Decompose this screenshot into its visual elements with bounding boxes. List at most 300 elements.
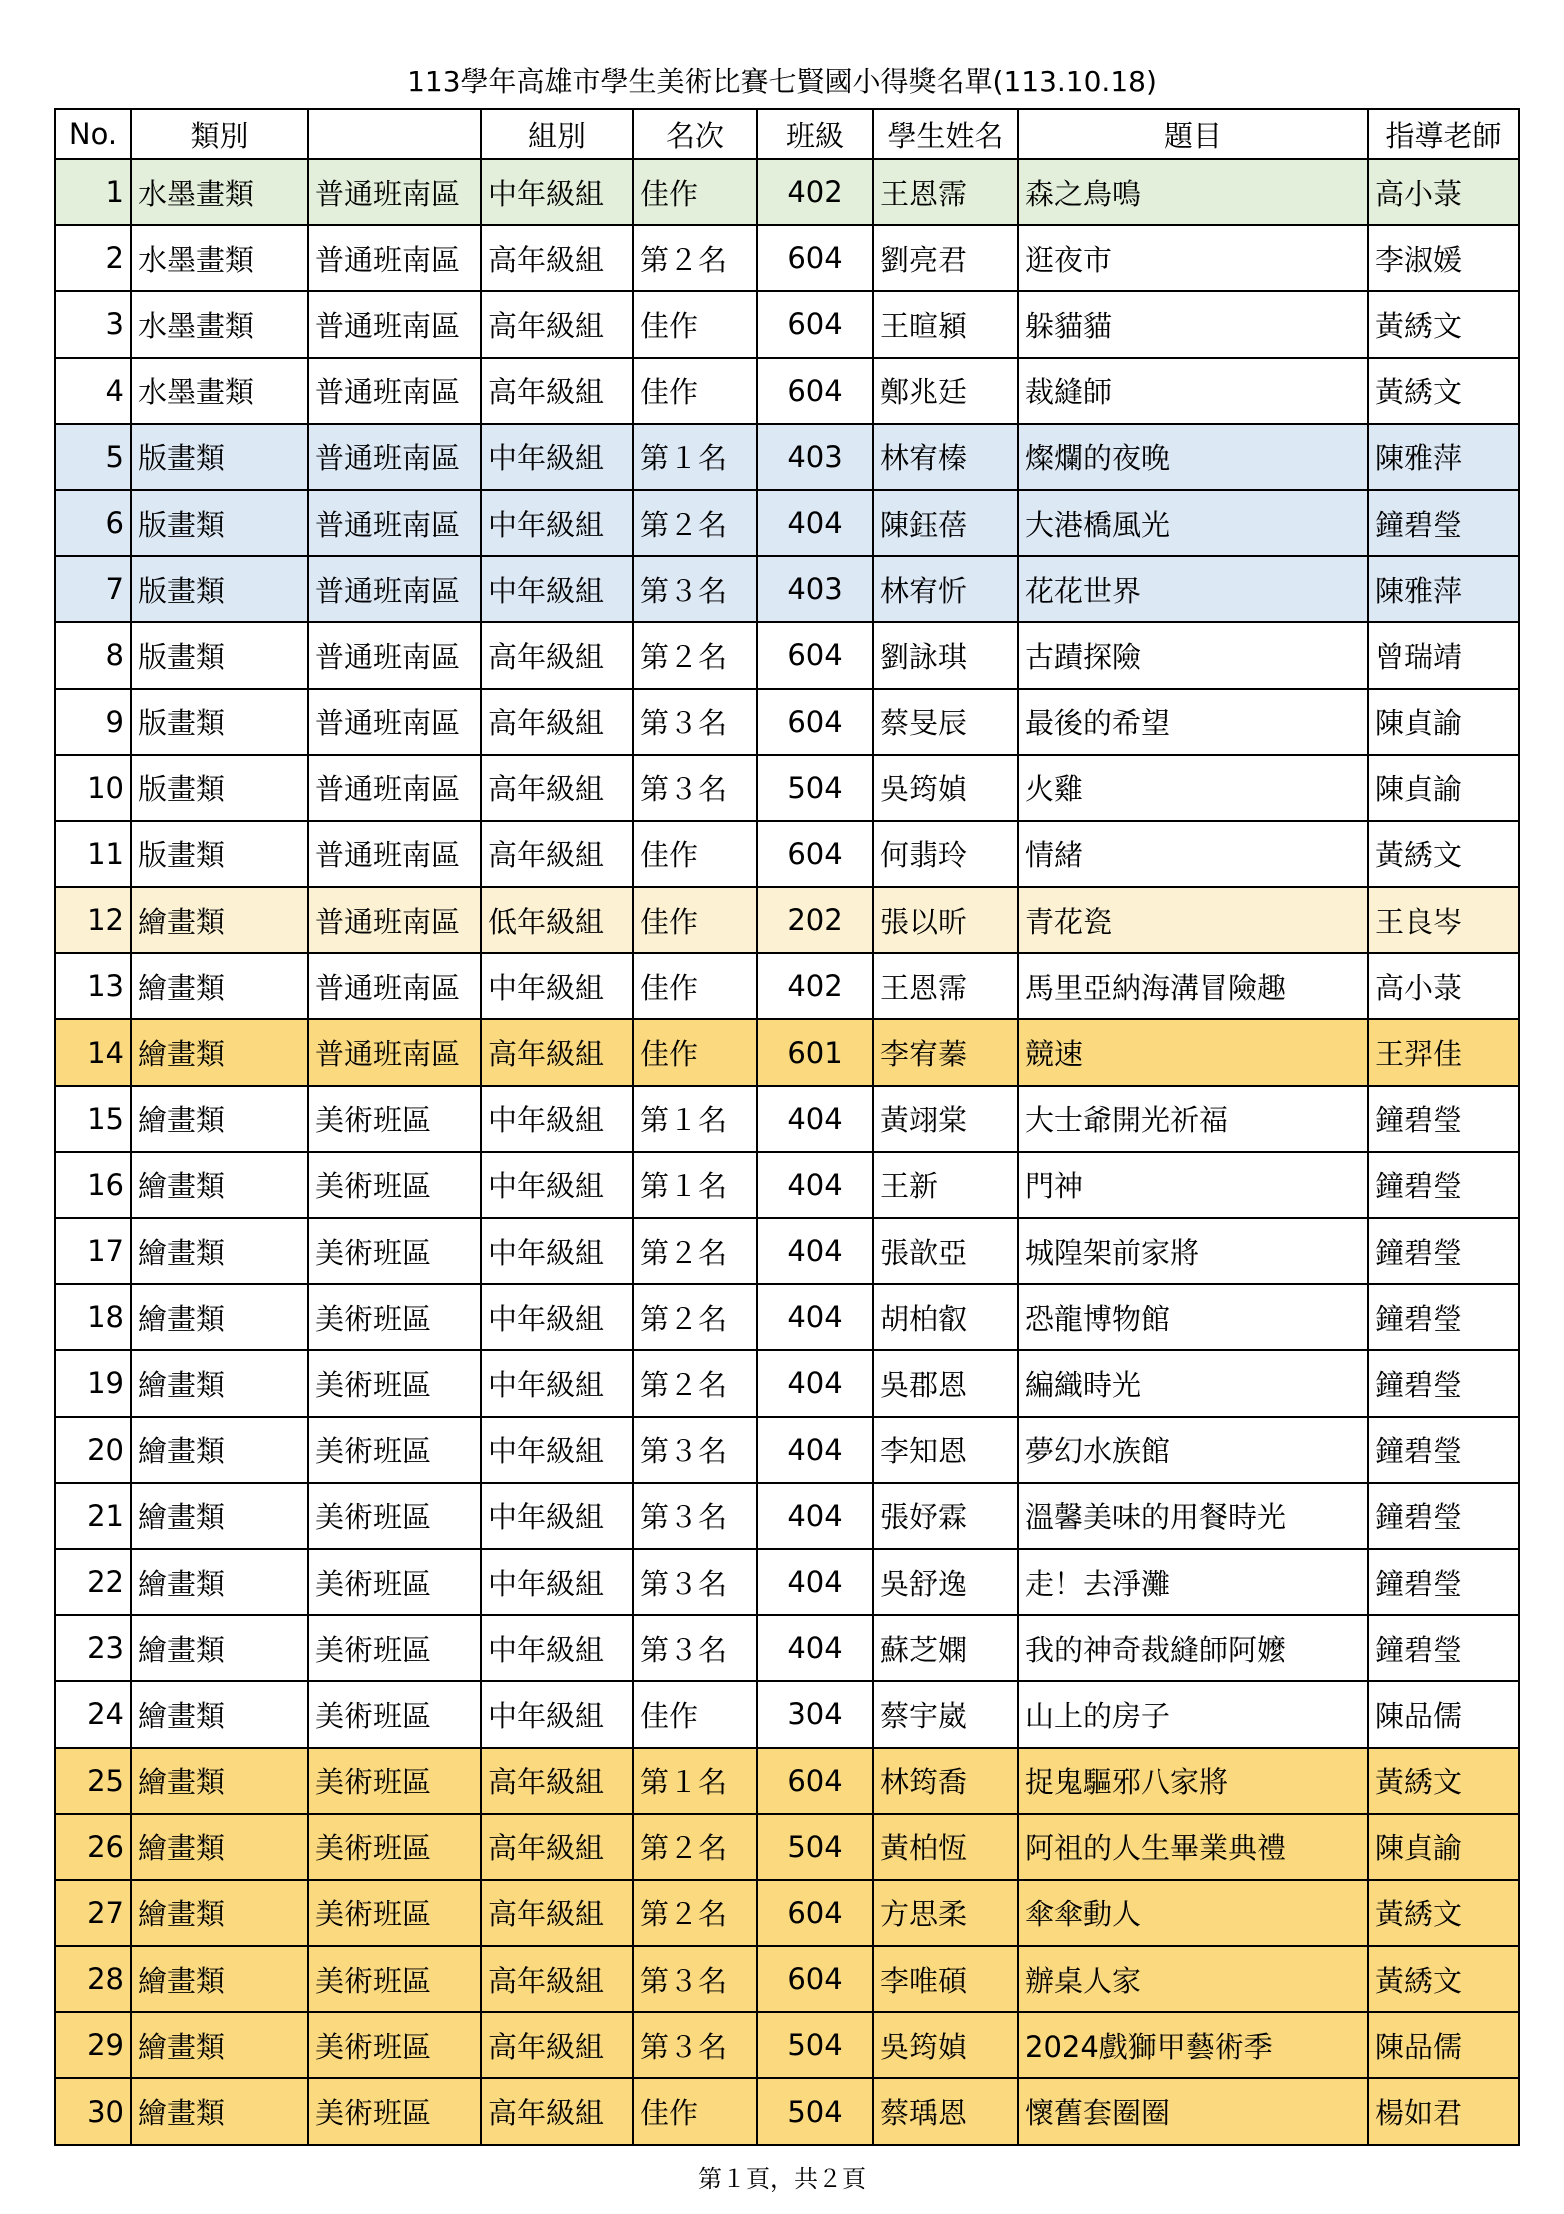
page-title: 113學年高雄市學生美術比賽七賢國小得獎名單(113.10.18) bbox=[407, 65, 1157, 98]
cell-teacher: 黃綉文 bbox=[1368, 821, 1519, 887]
table-row bbox=[55, 159, 1519, 225]
cell-student: 蔡旻辰 bbox=[873, 689, 1018, 755]
cell-group: 高年級組 bbox=[481, 1814, 633, 1880]
cell-category: 水墨畫類 bbox=[131, 225, 308, 291]
cell-student: 胡柏叡 bbox=[873, 1284, 1018, 1350]
cell-student: 方思柔 bbox=[873, 1880, 1018, 1946]
cell-division: 美術班區 bbox=[308, 1814, 481, 1880]
table-row bbox=[55, 1946, 1519, 2012]
cell-rank: 佳作 bbox=[633, 821, 757, 887]
cell-no: 6 bbox=[55, 490, 131, 556]
cell-category: 繪畫類 bbox=[131, 953, 308, 1019]
cell-topic: 情緒 bbox=[1018, 821, 1368, 887]
header-student: 學生姓名 bbox=[873, 109, 1018, 159]
cell-no: 11 bbox=[55, 821, 131, 887]
cell-class: 404 bbox=[757, 490, 873, 556]
cell-student: 林筠喬 bbox=[873, 1748, 1018, 1814]
cell-class: 604 bbox=[757, 821, 873, 887]
cell-category: 繪畫類 bbox=[131, 1681, 308, 1747]
cell-group: 中年級組 bbox=[481, 159, 633, 225]
cell-teacher: 鐘碧瑩 bbox=[1368, 1218, 1519, 1284]
cell-no: 4 bbox=[55, 358, 131, 424]
table-row bbox=[55, 1681, 1519, 1747]
cell-category: 繪畫類 bbox=[131, 1218, 308, 1284]
cell-student: 李唯碩 bbox=[873, 1946, 1018, 2012]
cell-no: 21 bbox=[55, 1483, 131, 1549]
cell-category: 繪畫類 bbox=[131, 2012, 308, 2078]
cell-class: 404 bbox=[757, 1086, 873, 1152]
cell-group: 中年級組 bbox=[481, 424, 633, 490]
cell-topic: 阿祖的人生畢業典禮 bbox=[1018, 1814, 1368, 1880]
cell-student: 陳鈺蓓 bbox=[873, 490, 1018, 556]
table-row bbox=[55, 622, 1519, 688]
cell-topic: 傘傘動人 bbox=[1018, 1880, 1368, 1946]
cell-rank: 第２名 bbox=[633, 1880, 757, 1946]
cell-group: 中年級組 bbox=[481, 1218, 633, 1284]
cell-no: 26 bbox=[55, 1814, 131, 1880]
cell-teacher: 鐘碧瑩 bbox=[1368, 1284, 1519, 1350]
cell-division: 普通班南區 bbox=[308, 424, 481, 490]
cell-rank: 第１名 bbox=[633, 1748, 757, 1814]
cell-rank: 佳作 bbox=[633, 358, 757, 424]
header-no: No. bbox=[55, 109, 131, 159]
cell-student: 王恩霈 bbox=[873, 159, 1018, 225]
cell-no: 5 bbox=[55, 424, 131, 490]
cell-teacher: 陳貞諭 bbox=[1368, 689, 1519, 755]
cell-division: 普通班南區 bbox=[308, 358, 481, 424]
cell-student: 蔡宇崴 bbox=[873, 1681, 1018, 1747]
cell-rank: 第３名 bbox=[633, 1946, 757, 2012]
cell-teacher: 王羿佳 bbox=[1368, 1019, 1519, 1085]
cell-division: 普通班南區 bbox=[308, 556, 481, 622]
cell-topic: 森之鳥鳴 bbox=[1018, 159, 1368, 225]
cell-division: 普通班南區 bbox=[308, 953, 481, 1019]
cell-group: 高年級組 bbox=[481, 225, 633, 291]
cell-teacher: 鐘碧瑩 bbox=[1368, 1152, 1519, 1218]
cell-category: 繪畫類 bbox=[131, 1748, 308, 1814]
cell-category: 版畫類 bbox=[131, 490, 308, 556]
cell-teacher: 鐘碧瑩 bbox=[1368, 1549, 1519, 1615]
cell-student: 黃柏恆 bbox=[873, 1814, 1018, 1880]
cell-topic: 逛夜市 bbox=[1018, 225, 1368, 291]
cell-category: 水墨畫類 bbox=[131, 159, 308, 225]
cell-category: 繪畫類 bbox=[131, 1814, 308, 1880]
cell-no: 24 bbox=[55, 1681, 131, 1747]
cell-student: 吳筠媜 bbox=[873, 755, 1018, 821]
table-row bbox=[55, 1615, 1519, 1681]
cell-topic: 花花世界 bbox=[1018, 556, 1368, 622]
cell-division: 美術班區 bbox=[308, 1880, 481, 1946]
cell-rank: 佳作 bbox=[633, 887, 757, 953]
cell-no: 17 bbox=[55, 1218, 131, 1284]
table-row bbox=[55, 1483, 1519, 1549]
cell-teacher: 高小菉 bbox=[1368, 159, 1519, 225]
cell-topic: 大港橋風光 bbox=[1018, 490, 1368, 556]
cell-no: 28 bbox=[55, 1946, 131, 2012]
table-row bbox=[55, 358, 1519, 424]
table-row bbox=[55, 2012, 1519, 2078]
cell-class: 402 bbox=[757, 953, 873, 1019]
cell-student: 王新 bbox=[873, 1152, 1018, 1218]
cell-class: 604 bbox=[757, 225, 873, 291]
cell-rank: 第３名 bbox=[633, 689, 757, 755]
cell-rank: 第３名 bbox=[633, 2012, 757, 2078]
cell-group: 中年級組 bbox=[481, 1284, 633, 1350]
cell-class: 604 bbox=[757, 1748, 873, 1814]
cell-topic: 懷舊套圈圈 bbox=[1018, 2078, 1368, 2144]
cell-teacher: 陳雅萍 bbox=[1368, 424, 1519, 490]
cell-student: 蘇芝嫻 bbox=[873, 1615, 1018, 1681]
cell-class: 504 bbox=[757, 1814, 873, 1880]
table-row bbox=[55, 1748, 1519, 1814]
cell-student: 蔡瑀恩 bbox=[873, 2078, 1018, 2144]
cell-topic: 我的神奇裁縫師阿嬤 bbox=[1018, 1615, 1368, 1681]
cell-rank: 第１名 bbox=[633, 1086, 757, 1152]
table-row bbox=[55, 689, 1519, 755]
cell-topic: 走！去淨灘 bbox=[1018, 1549, 1368, 1615]
cell-rank: 第２名 bbox=[633, 1218, 757, 1284]
cell-rank: 第３名 bbox=[633, 556, 757, 622]
cell-group: 中年級組 bbox=[481, 1681, 633, 1747]
cell-class: 404 bbox=[757, 1483, 873, 1549]
cell-category: 繪畫類 bbox=[131, 1417, 308, 1483]
table-row bbox=[55, 1152, 1519, 1218]
cell-class: 604 bbox=[757, 291, 873, 357]
table-body bbox=[55, 159, 1519, 2145]
cell-group: 中年級組 bbox=[481, 1152, 633, 1218]
cell-student: 張以昕 bbox=[873, 887, 1018, 953]
table-row bbox=[55, 1086, 1519, 1152]
cell-category: 繪畫類 bbox=[131, 1880, 308, 1946]
cell-division: 美術班區 bbox=[308, 1549, 481, 1615]
cell-group: 高年級組 bbox=[481, 1946, 633, 2012]
cell-no: 7 bbox=[55, 556, 131, 622]
cell-group: 高年級組 bbox=[481, 291, 633, 357]
cell-teacher: 楊如君 bbox=[1368, 2078, 1519, 2144]
cell-group: 中年級組 bbox=[481, 1483, 633, 1549]
table-row bbox=[55, 556, 1519, 622]
cell-no: 10 bbox=[55, 755, 131, 821]
cell-group: 高年級組 bbox=[481, 622, 633, 688]
cell-topic: 恐龍博物館 bbox=[1018, 1284, 1368, 1350]
cell-class: 404 bbox=[757, 1284, 873, 1350]
cell-category: 繪畫類 bbox=[131, 1086, 308, 1152]
cell-no: 9 bbox=[55, 689, 131, 755]
cell-rank: 第２名 bbox=[633, 490, 757, 556]
page-footer: 第１頁，共２頁 bbox=[698, 2165, 866, 2193]
cell-rank: 第３名 bbox=[633, 755, 757, 821]
cell-no: 19 bbox=[55, 1350, 131, 1416]
cell-rank: 佳作 bbox=[633, 2078, 757, 2144]
cell-student: 吳郡恩 bbox=[873, 1350, 1018, 1416]
cell-no: 29 bbox=[55, 2012, 131, 2078]
cell-teacher: 鐘碧瑩 bbox=[1368, 1086, 1519, 1152]
cell-group: 中年級組 bbox=[481, 556, 633, 622]
cell-no: 27 bbox=[55, 1880, 131, 1946]
cell-category: 版畫類 bbox=[131, 424, 308, 490]
cell-student: 何翡玲 bbox=[873, 821, 1018, 887]
cell-class: 604 bbox=[757, 1946, 873, 2012]
cell-class: 403 bbox=[757, 424, 873, 490]
table-row bbox=[55, 424, 1519, 490]
cell-division: 普通班南區 bbox=[308, 755, 481, 821]
cell-division: 美術班區 bbox=[308, 1284, 481, 1350]
cell-group: 低年級組 bbox=[481, 887, 633, 953]
cell-teacher: 鐘碧瑩 bbox=[1368, 1350, 1519, 1416]
cell-class: 202 bbox=[757, 887, 873, 953]
cell-division: 普通班南區 bbox=[308, 821, 481, 887]
cell-teacher: 鐘碧瑩 bbox=[1368, 490, 1519, 556]
cell-rank: 第２名 bbox=[633, 1350, 757, 1416]
cell-rank: 第３名 bbox=[633, 1615, 757, 1681]
cell-class: 604 bbox=[757, 622, 873, 688]
cell-no: 13 bbox=[55, 953, 131, 1019]
header-topic: 題目 bbox=[1018, 109, 1368, 159]
cell-student: 黃翊棠 bbox=[873, 1086, 1018, 1152]
cell-teacher: 陳品儒 bbox=[1368, 2012, 1519, 2078]
cell-category: 水墨畫類 bbox=[131, 358, 308, 424]
table-row bbox=[55, 1814, 1519, 1880]
cell-category: 版畫類 bbox=[131, 821, 308, 887]
cell-rank: 第３名 bbox=[633, 1549, 757, 1615]
cell-group: 中年級組 bbox=[481, 953, 633, 1019]
cell-no: 22 bbox=[55, 1549, 131, 1615]
cell-student: 林宥忻 bbox=[873, 556, 1018, 622]
cell-group: 中年級組 bbox=[481, 490, 633, 556]
cell-group: 高年級組 bbox=[481, 358, 633, 424]
cell-class: 404 bbox=[757, 1417, 873, 1483]
table-row bbox=[55, 1880, 1519, 1946]
cell-division: 普通班南區 bbox=[308, 291, 481, 357]
cell-student: 李知恩 bbox=[873, 1417, 1018, 1483]
table-row bbox=[55, 1350, 1519, 1416]
cell-group: 中年級組 bbox=[481, 1615, 633, 1681]
cell-group: 高年級組 bbox=[481, 2012, 633, 2078]
cell-rank: 第１名 bbox=[633, 1152, 757, 1218]
cell-division: 美術班區 bbox=[308, 1417, 481, 1483]
cell-no: 15 bbox=[55, 1086, 131, 1152]
cell-division: 美術班區 bbox=[308, 1152, 481, 1218]
cell-class: 504 bbox=[757, 2078, 873, 2144]
cell-no: 14 bbox=[55, 1019, 131, 1085]
cell-no: 1 bbox=[55, 159, 131, 225]
cell-division: 美術班區 bbox=[308, 2012, 481, 2078]
table-row bbox=[55, 755, 1519, 821]
cell-group: 高年級組 bbox=[481, 1019, 633, 1085]
cell-class: 404 bbox=[757, 1615, 873, 1681]
cell-class: 504 bbox=[757, 2012, 873, 2078]
table-row bbox=[55, 1019, 1519, 1085]
cell-group: 高年級組 bbox=[481, 1748, 633, 1814]
cell-division: 普通班南區 bbox=[308, 490, 481, 556]
cell-student: 劉亮君 bbox=[873, 225, 1018, 291]
cell-rank: 第３名 bbox=[633, 1417, 757, 1483]
cell-no: 16 bbox=[55, 1152, 131, 1218]
cell-category: 版畫類 bbox=[131, 622, 308, 688]
cell-teacher: 鐘碧瑩 bbox=[1368, 1483, 1519, 1549]
cell-group: 高年級組 bbox=[481, 689, 633, 755]
cell-division: 美術班區 bbox=[308, 1350, 481, 1416]
cell-topic: 辦桌人家 bbox=[1018, 1946, 1368, 2012]
cell-teacher: 高小菉 bbox=[1368, 953, 1519, 1019]
cell-division: 普通班南區 bbox=[308, 887, 481, 953]
cell-teacher: 黃綉文 bbox=[1368, 358, 1519, 424]
cell-class: 601 bbox=[757, 1019, 873, 1085]
cell-category: 版畫類 bbox=[131, 556, 308, 622]
cell-class: 402 bbox=[757, 159, 873, 225]
table-row bbox=[55, 1284, 1519, 1350]
cell-rank: 第２名 bbox=[633, 622, 757, 688]
cell-teacher: 曾瑞靖 bbox=[1368, 622, 1519, 688]
cell-student: 王暄潁 bbox=[873, 291, 1018, 357]
cell-division: 普通班南區 bbox=[308, 1019, 481, 1085]
header-class: 班級 bbox=[757, 109, 873, 159]
cell-topic: 古蹟探險 bbox=[1018, 622, 1368, 688]
cell-category: 繪畫類 bbox=[131, 1615, 308, 1681]
cell-division: 美術班區 bbox=[308, 2078, 481, 2144]
cell-no: 18 bbox=[55, 1284, 131, 1350]
cell-division: 美術班區 bbox=[308, 1681, 481, 1747]
cell-teacher: 陳貞諭 bbox=[1368, 1814, 1519, 1880]
cell-rank: 第２名 bbox=[633, 1814, 757, 1880]
table-row bbox=[55, 225, 1519, 291]
cell-class: 604 bbox=[757, 689, 873, 755]
cell-division: 普通班南區 bbox=[308, 159, 481, 225]
cell-division: 美術班區 bbox=[308, 1483, 481, 1549]
cell-division: 美術班區 bbox=[308, 1086, 481, 1152]
cell-rank: 佳作 bbox=[633, 1019, 757, 1085]
cell-topic: 溫馨美味的用餐時光 bbox=[1018, 1483, 1368, 1549]
cell-topic: 編織時光 bbox=[1018, 1350, 1368, 1416]
cell-no: 3 bbox=[55, 291, 131, 357]
cell-category: 繪畫類 bbox=[131, 1350, 308, 1416]
cell-topic: 門神 bbox=[1018, 1152, 1368, 1218]
cell-topic: 捉鬼驅邪八家將 bbox=[1018, 1748, 1368, 1814]
cell-category: 繪畫類 bbox=[131, 2078, 308, 2144]
cell-class: 504 bbox=[757, 755, 873, 821]
cell-category: 繪畫類 bbox=[131, 1946, 308, 2012]
cell-class: 404 bbox=[757, 1549, 873, 1615]
header-rank: 名次 bbox=[633, 109, 757, 159]
cell-rank: 第２名 bbox=[633, 225, 757, 291]
cell-student: 張歆亞 bbox=[873, 1218, 1018, 1284]
cell-category: 水墨畫類 bbox=[131, 291, 308, 357]
cell-category: 版畫類 bbox=[131, 689, 308, 755]
cell-student: 王恩霈 bbox=[873, 953, 1018, 1019]
cell-student: 李宥蓁 bbox=[873, 1019, 1018, 1085]
cell-rank: 佳作 bbox=[633, 159, 757, 225]
header-row bbox=[55, 109, 1519, 159]
cell-no: 2 bbox=[55, 225, 131, 291]
cell-category: 版畫類 bbox=[131, 755, 308, 821]
cell-rank: 第３名 bbox=[633, 1483, 757, 1549]
cell-topic: 山上的房子 bbox=[1018, 1681, 1368, 1747]
cell-topic: 2024戲獅甲藝術季 bbox=[1018, 2012, 1368, 2078]
cell-group: 中年級組 bbox=[481, 1549, 633, 1615]
cell-teacher: 黃綉文 bbox=[1368, 291, 1519, 357]
cell-student: 鄭兆廷 bbox=[873, 358, 1018, 424]
cell-topic: 躲貓貓 bbox=[1018, 291, 1368, 357]
cell-group: 高年級組 bbox=[481, 2078, 633, 2144]
header-teacher: 指導老師 bbox=[1368, 109, 1519, 159]
cell-category: 繪畫類 bbox=[131, 1284, 308, 1350]
header-category: 類別 bbox=[131, 109, 308, 159]
table-row bbox=[55, 291, 1519, 357]
cell-class: 604 bbox=[757, 1880, 873, 1946]
cell-teacher: 王良岑 bbox=[1368, 887, 1519, 953]
cell-category: 繪畫類 bbox=[131, 1483, 308, 1549]
cell-teacher: 鐘碧瑩 bbox=[1368, 1417, 1519, 1483]
cell-topic: 夢幻水族館 bbox=[1018, 1417, 1368, 1483]
cell-division: 美術班區 bbox=[308, 1218, 481, 1284]
cell-division: 美術班區 bbox=[308, 1615, 481, 1681]
cell-class: 404 bbox=[757, 1350, 873, 1416]
cell-no: 23 bbox=[55, 1615, 131, 1681]
cell-rank: 第２名 bbox=[633, 1284, 757, 1350]
cell-category: 繪畫類 bbox=[131, 1019, 308, 1085]
cell-category: 繪畫類 bbox=[131, 1549, 308, 1615]
cell-group: 高年級組 bbox=[481, 821, 633, 887]
cell-student: 吳舒逸 bbox=[873, 1549, 1018, 1615]
cell-teacher: 黃綉文 bbox=[1368, 1748, 1519, 1814]
cell-class: 403 bbox=[757, 556, 873, 622]
cell-rank: 佳作 bbox=[633, 291, 757, 357]
header-division bbox=[308, 109, 481, 159]
cell-no: 20 bbox=[55, 1417, 131, 1483]
cell-class: 404 bbox=[757, 1218, 873, 1284]
cell-topic: 城隍架前家將 bbox=[1018, 1218, 1368, 1284]
cell-class: 604 bbox=[757, 358, 873, 424]
cell-rank: 第１名 bbox=[633, 424, 757, 490]
table-row bbox=[55, 2078, 1519, 2144]
header-group: 組別 bbox=[481, 109, 633, 159]
cell-category: 繪畫類 bbox=[131, 887, 308, 953]
cell-topic: 燦爛的夜晚 bbox=[1018, 424, 1368, 490]
cell-class: 404 bbox=[757, 1152, 873, 1218]
cell-group: 高年級組 bbox=[481, 1880, 633, 1946]
cell-teacher: 李淑媛 bbox=[1368, 225, 1519, 291]
cell-teacher: 黃綉文 bbox=[1368, 1946, 1519, 2012]
cell-no: 25 bbox=[55, 1748, 131, 1814]
cell-teacher: 黃綉文 bbox=[1368, 1880, 1519, 1946]
cell-no: 12 bbox=[55, 887, 131, 953]
cell-division: 普通班南區 bbox=[308, 689, 481, 755]
cell-student: 吳筠媜 bbox=[873, 2012, 1018, 2078]
cell-group: 中年級組 bbox=[481, 1417, 633, 1483]
cell-teacher: 陳貞諭 bbox=[1368, 755, 1519, 821]
cell-topic: 青花瓷 bbox=[1018, 887, 1368, 953]
cell-topic: 競速 bbox=[1018, 1019, 1368, 1085]
cell-teacher: 陳雅萍 bbox=[1368, 556, 1519, 622]
awards-table bbox=[54, 108, 1520, 2146]
cell-division: 普通班南區 bbox=[308, 622, 481, 688]
cell-division: 普通班南區 bbox=[308, 225, 481, 291]
cell-category: 繪畫類 bbox=[131, 1152, 308, 1218]
cell-teacher: 鐘碧瑩 bbox=[1368, 1615, 1519, 1681]
cell-student: 林宥榛 bbox=[873, 424, 1018, 490]
cell-student: 劉詠琪 bbox=[873, 622, 1018, 688]
cell-no: 30 bbox=[55, 2078, 131, 2144]
cell-topic: 馬里亞納海溝冒險趣 bbox=[1018, 953, 1368, 1019]
table-row bbox=[55, 1218, 1519, 1284]
cell-topic: 最後的希望 bbox=[1018, 689, 1368, 755]
cell-rank: 佳作 bbox=[633, 953, 757, 1019]
table-row bbox=[55, 821, 1519, 887]
cell-group: 中年級組 bbox=[481, 1350, 633, 1416]
table-row bbox=[55, 490, 1519, 556]
cell-group: 高年級組 bbox=[481, 755, 633, 821]
cell-teacher: 陳品儒 bbox=[1368, 1681, 1519, 1747]
